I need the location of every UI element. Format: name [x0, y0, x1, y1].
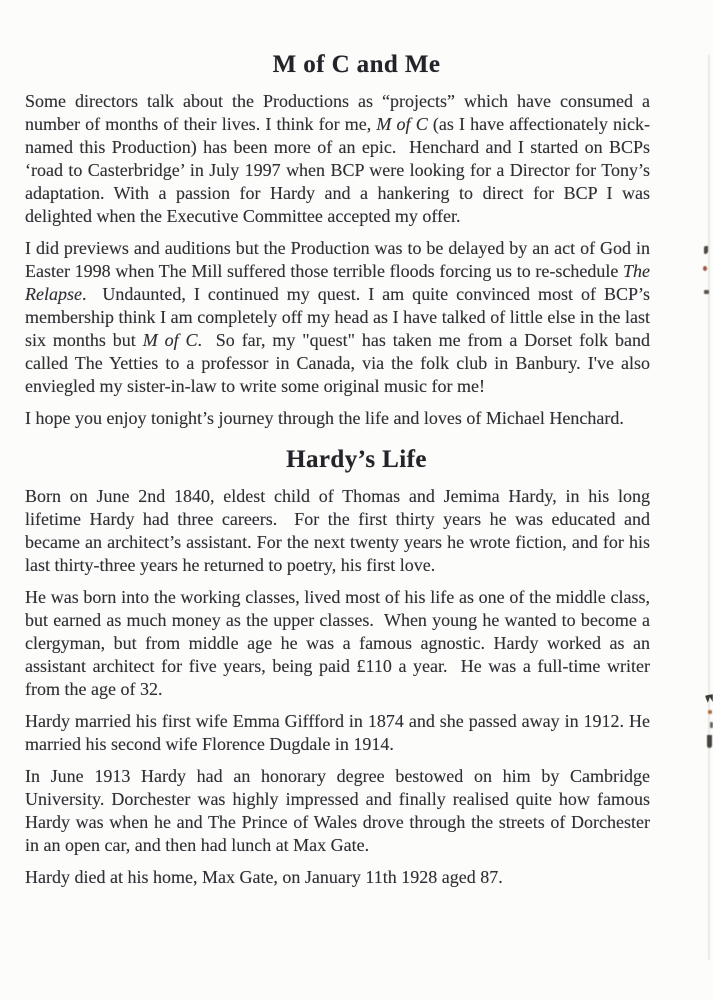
italic-text-run: M of C: [376, 114, 428, 134]
scan-mark: [704, 290, 709, 294]
text-run: (as I have affectionately nick-named this Production) has been more of an epic. Henchard and I started on BCPs ‘road to Casterbridge’ in July 1997 when BCP were looking for a Director for Tony’s adaptation. With a passion for Hardy and a hankering to direct for BCP I was delighted when the Executive Committee accepted my offer.: [25, 114, 655, 226]
paragraph: [25, 485, 655, 577]
paragraph: [25, 586, 655, 701]
section-heading-hardys-life: Hardy’s Life: [286, 446, 427, 473]
text-run: Hardy married his first wife Emma Giffford in 1874 and she passed away in 1912. He married his second wife Florence Dugdale in 1914.: [25, 711, 655, 754]
text-run: Hardy died at his home, Max Gate, on January 11th 1928 aged 87.: [25, 867, 503, 887]
text-run: . Undaunted, I continued my quest. I am quite convinced most of BCP’s membership think I am completely off my head as I have talked of little else in the last six months but: [25, 284, 655, 350]
document-section: [25, 50, 655, 430]
italic-text-run: The Relapse: [25, 261, 655, 304]
scan-mark: [704, 246, 708, 254]
scan-mark: [703, 266, 707, 271]
paragraph: [25, 90, 655, 228]
scan-mark: [708, 710, 712, 714]
section-heading-m-of-c-and-me: M of C and Me: [272, 51, 441, 78]
text-run: In June 1913 Hardy had an honorary degree bestowed on him by Cambridge University. Dorchester was highly impressed and finally realised quite how famous Hardy was when he and The Prince of Wales drove through the streets of Dorchester in an open car, and then had lunch at Max Gate.: [25, 766, 655, 855]
text-run: . So far, my "quest" has taken me from a Dorset folk band called The Yetties to a professor in Canada, via the folk club in Banbury. I've also enviegled my sister-in-law to write some original music for me!: [25, 330, 655, 396]
text-run: I did previews and auditions but the Production was to be delayed by an act of God in Easter 1998 when The Mill suffered those terrible floods forcing us to re-schedule: [25, 238, 655, 281]
italic-text-run: M of C: [142, 330, 198, 350]
paragraph: [25, 710, 655, 756]
paragraph: [25, 765, 655, 857]
page-edge-scan-line: [708, 55, 710, 960]
text-run: I hope you enjoy tonight’s journey through the life and loves of Michael Henchard.: [25, 408, 624, 428]
document-section: [25, 445, 655, 889]
section-paragraphs: [25, 90, 655, 430]
text-run: He was born into the working classes, lived most of his life as one of the middle class, but earned as much money as the upper classes. When young he wanted to become a clergyman, but from middle age he was a famous agnostic. Hardy worked as an assistant architect for five years, being paid £110 a year. He was a full-time writer from the age of 32.: [25, 587, 655, 699]
text-run: Some directors talk about the Productions as “projects” which have consumed a number of months of their lives. I think for me,: [25, 91, 655, 134]
paragraph: [25, 407, 650, 430]
section-paragraphs: [25, 485, 655, 889]
text-run: Born on June 2nd 1840, eldest child of Thomas and Jemima Hardy, in his long lifetime Hardy had three careers. For the first thirty years he was educated and became an architect’s assistant. For the next twenty years he wrote fiction, and for his last thirty-three years he returned to poetry, his first love.: [25, 486, 655, 575]
page-content: [25, 50, 655, 898]
paragraph: [25, 237, 655, 398]
scan-mark: [707, 735, 712, 748]
paragraph: [25, 866, 650, 889]
